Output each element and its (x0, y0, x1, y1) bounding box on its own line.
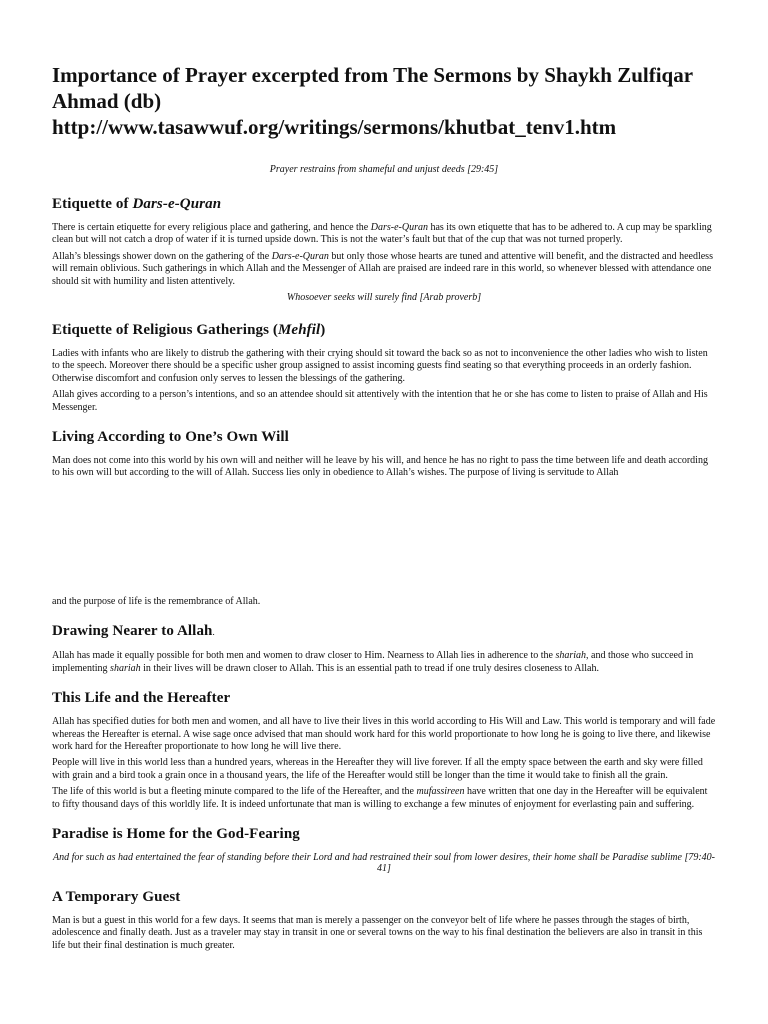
blank-gap (52, 484, 716, 596)
section-heading: Drawing Nearer to Allah. (52, 623, 215, 640)
title-line-2: Ahmad (db) (52, 89, 162, 113)
section-dars-e-quran (52, 195, 716, 303)
section-temporary-guest (52, 888, 716, 952)
document-title (52, 62, 716, 140)
paragraph: Allah has specified duties for both men and women, and all have to live their lives in this world according to His Will and Law. This world is temporary and will fade whereas the Hereafter is eternal. A wise sage once advised that man should work hard for this world proportionate to how long he is going to live there, and likewise work hard for the Hereafter proportionate to how long he will live there. (52, 716, 716, 752)
paragraph: Ladies with infants who are likely to distrub the gathering with their crying should sit toward the back so as not to inconvenience the other ladies who wish to listen to the speech. Moreover there should be a specific usher group assigned to assist incoming guests find seating so that everything proceeds in an orderly fashion. Otherwise discomfort and confusion only serves to lessen the blessings of the gathering. (52, 348, 708, 384)
paragraph: and the purpose of life is the remembrance of Allah. (52, 595, 261, 607)
section-own-will (52, 428, 716, 608)
title-source-url: http://www.tasawwuf.org/writings/sermons/khutbat_tenv1.htm (52, 115, 617, 139)
paragraph: People will live in this world less than a hundred years, whereas in the Hereafter they will live forever. If all the empty space between the earth and sky were filled with grain and a bird took a grain once in a thousand years, the life of the Hereafter would still be longer than the time it would take to finish all the grain. (52, 757, 703, 781)
section-heading: Etiquette of Religious Gatherings (Mehfil) (52, 322, 326, 339)
title-line-1: Importance of Prayer excerpted from The Sermons by Shaykh Zulfiqar (52, 63, 694, 87)
proverb-quote: Whosoever seeks will surely find [Arab proverb] (286, 292, 482, 304)
quran-quote: And for such as had entertained the fear of standing before their Lord and had restrained their soul from lower desires, their home shall be Paradise sublime [79:40-41] (53, 851, 715, 874)
paragraph: Man is but a guest in this world for a few days. It seems that man is merely a passenger on the conveyor belt of life where he passes through the stages of birth, adolescence and finally death. Just as a traveler may stay in transit in one or several towns on the way to his final destination the believers are also in transit in this life but their final destination is much greater. (52, 914, 703, 951)
paragraph: Man does not come into this world by his own will and neither will he leave by his will, and hence he has no right to pass the time between life and death according to his own will but according to the will of Allah. Success lies only in obedience to Allah’s wishes. The purpose of living is servitude to Allah (52, 455, 708, 479)
section-heading: Paradise is Home for the God-Fearing (52, 825, 300, 842)
section-drawing-nearer (52, 622, 716, 675)
paragraph: Allah’s blessings shower down on the gathering of the Dars-e-Quran but only those whose hearts are tuned and attentive will benefit, and the distracted and heedless will remain oblivious. Such gatherings in which Allah and the Messenger of Allah are praised are indeed rare in this world, so whenever blessed with attendance one should sit with humility and listen attentively. (52, 250, 713, 287)
section-paradise (52, 825, 716, 874)
section-this-life-hereafter (52, 689, 716, 811)
paragraph: The life of this world is but a fleeting minute compared to the life of the Hereafter, and the mufassireen have written that one day in the Hereafter will be equivalent to fifty thousand days of this worldly life. It is indeed unfortunate that man is willing to exchange a few minutes of enjoyment for everlasting pain and suffering. (52, 786, 708, 810)
section-religious-gatherings (52, 321, 716, 414)
paragraph: Allah gives according to a person’s intentions, and so an attendee should sit attentively with the intention that he or she has come to listen to praise of Allah and His Messenger. (52, 389, 708, 413)
section-heading: Living According to One’s Own Will (52, 429, 289, 446)
document-page (52, 62, 716, 966)
paragraph: There is certain etiquette for every religious place and gathering, and hence the Dars-e-Quran has its own etiquette that has to be adhered to. A cup may be sparkling clean but will not catch a drop of water if it is turned upside down. This is not the water’s fault but that of the cup that was not turned properly. (52, 222, 712, 246)
epigraph: Prayer restrains from shameful and unjust deeds [29:45] (269, 164, 499, 175)
paragraph: Allah has made it equally possible for both men and women to draw closer to Him. Nearness to Allah lies in adherence to the shariah, and those who succeed in implementing shariah in their lives will be drawn closer to Allah. This is an essential path to tread if one truly desires closeness to Allah. (52, 650, 694, 674)
section-heading: Etiquette of Dars-e-Quran (52, 196, 222, 212)
section-heading: A Temporary Guest (52, 888, 181, 905)
section-heading: This Life and the Hereafter (52, 690, 231, 707)
